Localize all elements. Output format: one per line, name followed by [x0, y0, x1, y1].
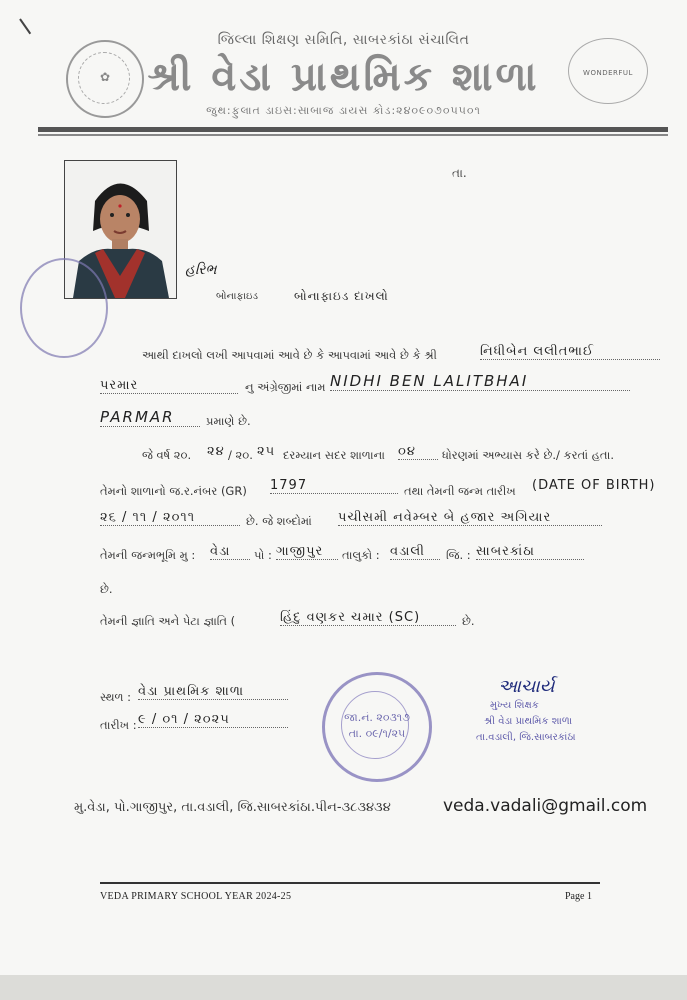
year-end: ૨૫	[257, 444, 276, 459]
taluka-label: તાલુકો :	[342, 548, 380, 562]
dob-label-text: તથા તેમની જન્મ તારીખ	[404, 484, 516, 498]
po-label: પો :	[254, 548, 272, 562]
place-value: વેડા પ્રાથમિક શાળા	[138, 684, 288, 700]
taluka-value: વડાલી	[390, 544, 440, 560]
district-value: સાબરકાંઠા	[476, 544, 584, 560]
signatory-school: શ્રી વેડા પ્રાથમિક શાળા	[484, 716, 573, 727]
school-name: શ્રી વેડા પ્રાથમિક શાળા	[147, 54, 540, 100]
caste-suffix: છે.	[462, 614, 475, 628]
student-name-english: NIDHI BEN LALITBHAI	[330, 372, 630, 391]
stamp-inward-number: જા.નં. ૨૦૩૧૭	[344, 711, 410, 724]
header-committee-line: જિલ્લા શિક્ષણ સમિતિ, સાબરકાંઠા સંચાલિત	[217, 32, 470, 48]
date-value: ૯ / ૦૧ / ૨૦૨૫	[138, 712, 288, 728]
place-label: સ્થળ :	[100, 690, 132, 704]
stamp-date: તા. ૦૯/૧/૨૫	[348, 727, 406, 740]
school-email: veda.vadali@gmail.com	[443, 796, 648, 816]
line3-text: પ્રમાણે છે.	[206, 414, 251, 428]
dob-value: ૨૬ / ૧૧ / ૨૦૧૧	[100, 510, 240, 526]
scan-bottom-edge	[0, 975, 687, 1000]
principal-signature: આચાર્ય	[498, 676, 555, 697]
signatory-address: તા.વડાલી, જિ.સાબરકાંઠા	[476, 732, 576, 743]
line1-text: આથી દાખલો લખી આપવામાં આવે છે કે આપવામાં આવે છે કે શ્રી	[142, 348, 437, 362]
line8-text: છે.	[100, 582, 113, 596]
student-surname-gujarati: પરમાર	[100, 378, 238, 394]
birthplace-label: તેમની જન્મભૂમિ મુ :	[100, 548, 196, 562]
line4-text: દરમ્યાન સદર શાળાના	[283, 448, 385, 462]
page-number: Page 1	[565, 891, 592, 902]
district-label: જિ. :	[446, 548, 471, 562]
post-office: ગાજીપુર	[276, 544, 338, 560]
footer-school-year: VEDA PRIMARY SCHOOL YEAR 2024-25	[100, 891, 292, 902]
school-stamp-left	[20, 258, 108, 358]
year-start: ૨૪	[207, 444, 225, 459]
school-emblem-logo: ✿	[66, 40, 144, 118]
caste-value: હિંદુ વણકર ચમાર (SC)	[280, 610, 456, 626]
dob-words-label: છે. જે શબ્દોમાં	[246, 514, 312, 528]
certificate-title: બોનાફાઇડ દાખલો	[294, 289, 389, 303]
gr-number: 1797	[270, 478, 398, 494]
birth-village: વેડા	[210, 544, 250, 560]
title-bonafide-small: બોનાફાઇડ	[216, 291, 258, 302]
photo-attest-signature: હરિભ	[185, 262, 217, 278]
student-surname-english: PARMAR	[100, 408, 200, 427]
caste-label: તેમની જ્ઞાતિ અને પેટા જ્ઞાતિ (	[100, 614, 236, 628]
dob-label-english: (DATE OF BIRTH)	[532, 478, 656, 493]
date-label: તા.	[452, 166, 467, 180]
footer-rule	[100, 882, 600, 884]
header-codes-line: જુથ:ફુલાત ડાઇસ:સાબાજ ડાયસ કોડ:૨૪૦૯૦૭૦૫૫૦૧	[206, 104, 481, 117]
header-rule	[38, 127, 668, 132]
year-prefix: જે વર્ષ ૨૦.	[142, 448, 192, 462]
line2-text: નુ અંગ્રેજીમાં નામ	[245, 380, 326, 394]
school-round-stamp	[322, 672, 432, 782]
standard-value: ૦૪	[398, 444, 438, 460]
signatory-role: મુખ્ય શિક્ષક	[490, 700, 539, 711]
year-mid: / ૨૦.	[228, 448, 253, 462]
header-rule-thin	[38, 134, 668, 136]
gr-label: તેમનો શાળાનો જ.ર.નંબર (GR)	[100, 484, 247, 498]
dob-in-words: પચીસમી નવેમ્બર બે હજાર અગિયાર	[338, 510, 602, 526]
line4-suffix: ધોરણમાં અભ્યાસ કરે છે./ કરતાં હતા.	[442, 448, 614, 462]
wonderful-logo: WONDERFUL	[568, 38, 648, 104]
school-address: મુ.વેડા, પો.ગાજીપુર, તા.વડાલી, જિ.સાબરકાંઠા.પીન-૩૮૩૪૩૪	[74, 800, 391, 815]
student-name-gujarati: નિધીબેન લલીતભાઈ	[480, 344, 660, 360]
date-field-label: તારીખ :	[100, 718, 137, 732]
